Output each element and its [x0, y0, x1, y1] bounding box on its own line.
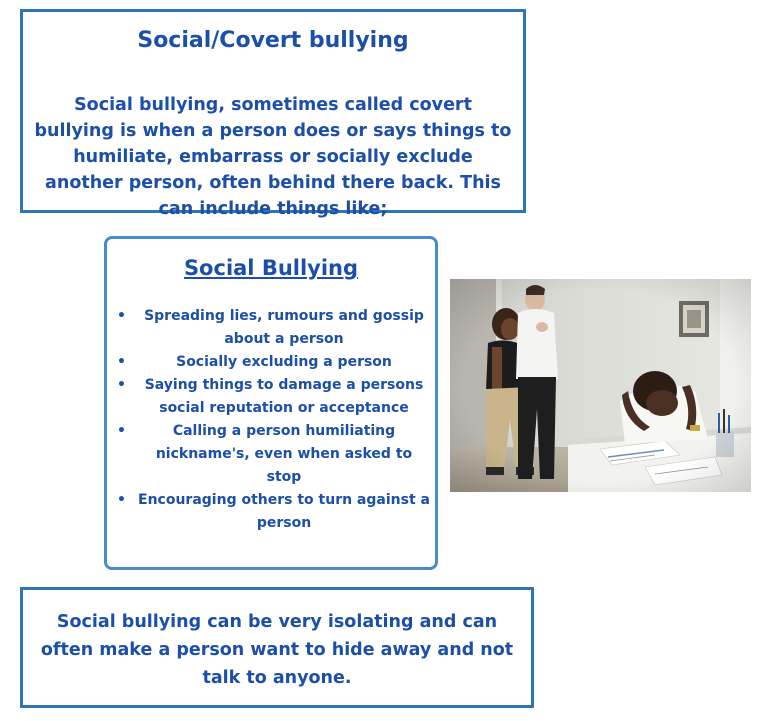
intro-text: Social bullying, sometimes called covert bullying is when a person does or says things to humiliate, embarrass or socially exclude another person, often behind there back. This can include things like; — [34, 95, 512, 219]
list-item-text: Spreading lies, rumours and gossip about a person — [144, 308, 424, 347]
list-item — [115, 305, 431, 351]
bullet-icon: • — [117, 354, 126, 370]
bullet-icon: • — [117, 308, 126, 324]
bullet-icon: • — [117, 423, 126, 439]
intro-box — [20, 9, 526, 219]
conclusion-box — [20, 587, 534, 708]
list-item — [115, 374, 431, 420]
list-item-text: Saying things to damage a persons social reputation or acceptance — [144, 377, 424, 416]
list-item — [115, 489, 431, 535]
examples-box — [104, 236, 438, 570]
list-item-text: Socially excluding a person — [176, 354, 392, 370]
bullet-icon: • — [117, 492, 126, 508]
examples-title: Social Bullying — [183, 256, 359, 280]
conclusion-text: Social bullying can be very isolating and can often make a person want to hide away and not talk to anyone. — [40, 612, 514, 688]
list-item-text: Encouraging others to turn against a person — [138, 492, 430, 531]
bullet-icon: • — [117, 377, 126, 393]
intro-title: Social/Covert bullying — [137, 28, 409, 53]
bullying-photo — [450, 279, 751, 492]
examples-list — [115, 305, 431, 535]
list-item — [115, 351, 431, 374]
list-item — [115, 420, 431, 489]
list-item-text: Calling a person humiliating nickname's, even when asked to stop — [155, 423, 413, 485]
